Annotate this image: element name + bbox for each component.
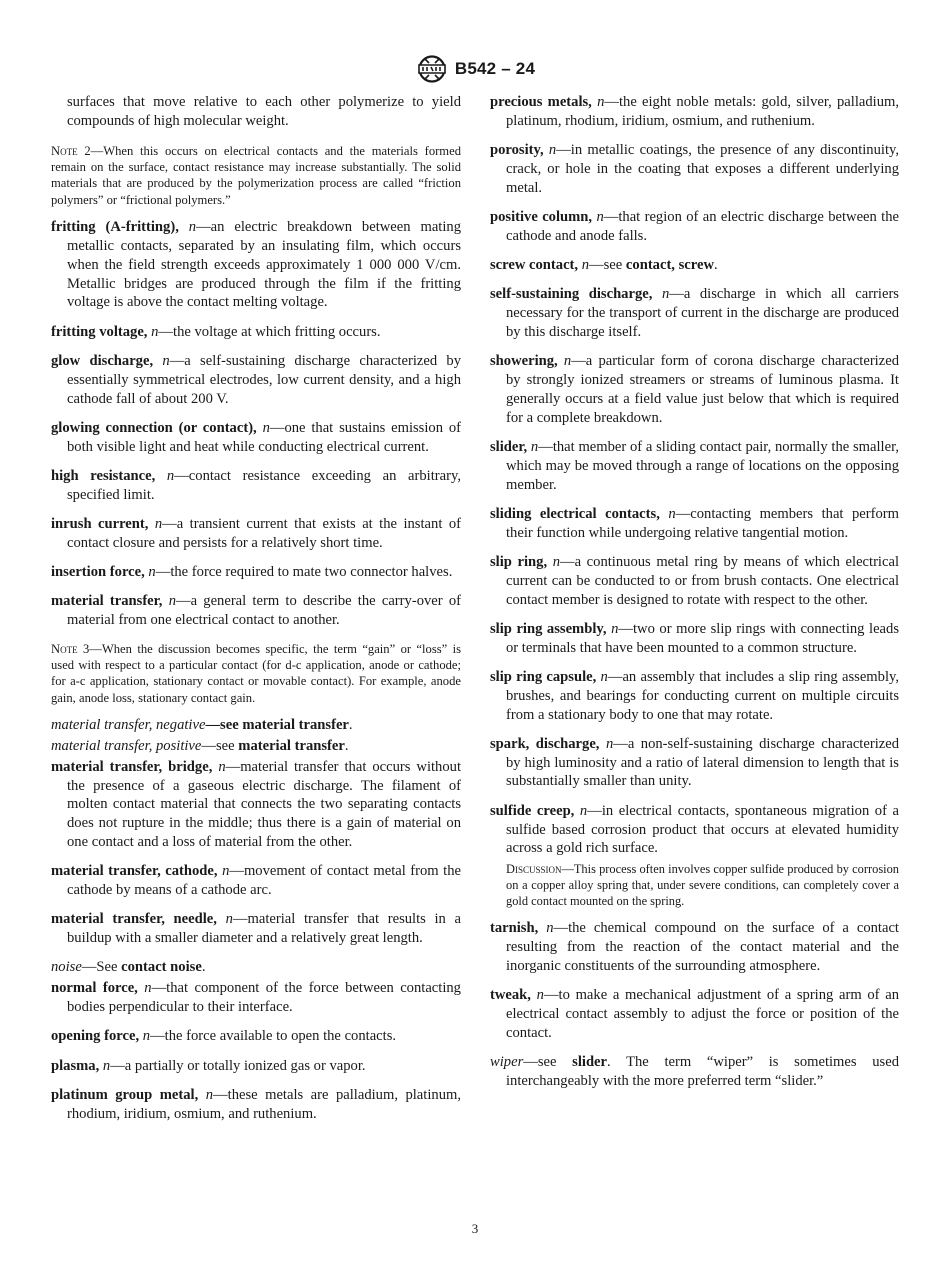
term-entry: high resistance, n—contact resistance exceeding an arbitrary, specified limit. xyxy=(51,467,461,503)
term-entry: showering, n—a particular form of corona discharge characterized by strongly ionized streamers or streams of luminous plasma. It generally occurs at a field value just below that which is required for a complete breakdown. xyxy=(490,353,899,426)
page-header xyxy=(0,54,950,84)
term-entry: slip ring capsule, n—an assembly that includes a slip ring assembly, brushes, and bearings for conducting current on multiple circuits from a stationary body to one that may rotate. xyxy=(490,668,900,723)
term-entry: glow discharge, n—a self-sustaining discharge characterized by essentially symmetrical electrodes, low current density, and a high cathode fall of about 200 V. xyxy=(51,353,461,407)
term-entry: material transfer, needle, n—material transfer that results in a buildup with a smaller diameter and a relatively great length. xyxy=(51,911,461,947)
page-number: 3 xyxy=(471,1221,479,1236)
term-entry: spark, discharge, n—a non-self-sustaining discharge characterized by high luminosity and a ratio of lateral dimension to length that is substantially smaller than unity. xyxy=(490,735,900,790)
term-entry: opening force, n—the force available to open the contacts. xyxy=(51,1028,397,1045)
term-entry: slip ring, n—a continuous metal ring by means of which electrical current can be conducted to or from brush contacts. One electrical contact member is designed to rotate with respect to the other. xyxy=(490,553,899,608)
term-entry: slip ring assembly, n—two or more slip rings with connecting leads or terminals that have been mounted to a common structure. xyxy=(490,620,899,656)
term-entry: tarnish, n—the chemical compound on the surface of a contact resulting from the reaction of the contact material and the inorganic constituents of the surrounding atmosphere. xyxy=(490,920,899,974)
term-entry: fritting voltage, n—the voltage at which fritting occurs. xyxy=(51,323,381,340)
cross-reference-entry: material transfer, positive—see material transfer. xyxy=(51,737,349,754)
cross-reference-entry: noise—See contact noise. xyxy=(51,959,206,976)
term-entry: positive column, n—that region of an electric discharge between the cathode and anode falls. xyxy=(490,208,900,244)
term-entry: plasma, n—a partially or totally ionized gas or vapor. xyxy=(51,1057,366,1074)
left-column xyxy=(51,93,461,1134)
standard-designation: B542 – 24 xyxy=(454,59,536,78)
term-entry: normal force, n—that component of the force between contacting bodies perpendicular to their interface. xyxy=(51,980,461,1016)
term-entry: slider, n—that member of a sliding contact pair, normally the smaller, which may be moved through a range of locations on the opposing member. xyxy=(490,438,899,493)
term-entry: porosity, n—in metallic coatings, the presence of any discontinuity, crack, or hole in the coating that exposes a different underlying metal. xyxy=(490,142,900,196)
term-entry: platinum group metal, n—these metals are palladium, platinum, rhodium, iridium, osmium, and ruthenium. xyxy=(51,1086,461,1122)
discussion-note: Discussion—This process often involves copper sulfide produced by corrosion on a copper alloy spring that, under severe conditions, can completely cover a gold contact mounted on the spring. xyxy=(506,861,899,908)
term-entry: insertion force, n—the force required to mate two connector halves. xyxy=(51,564,453,581)
term-entry: glowing connection (or contact), n—one that sustains emission of both visible light and heat while conducting electrical current. xyxy=(51,419,462,455)
term-entry: self-sustaining discharge, n—a discharge in which all carriers necessary for the transport of current in the discharge are produced by this discharge itself. xyxy=(490,286,899,340)
term-entry: material transfer, n—a general term to describe the carry-over of material from one electrical contact to another. xyxy=(51,593,461,629)
term-entry: inrush current, n—a transient current that exists at the instant of contact closure and persists for a relatively short time. xyxy=(51,516,461,551)
term-entry: sulfide creep, n—in electrical contacts, spontaneous migration of a sulfide based corrosion product that occurs at elevated humidity across a gold rich surface. xyxy=(490,802,900,857)
term-entry: precious metals, n—the eight noble metals: gold, silver, palladium, platinum, rhodium, iridium, osmium, and ruthenium. xyxy=(490,94,899,129)
right-column xyxy=(490,93,899,1101)
cross-reference-entry: material transfer, negative—see material transfer. xyxy=(51,717,353,734)
term-entry: screw contact, n—see contact, screw. xyxy=(490,257,718,274)
term-entry: fritting (A-fritting), n—an electric breakdown between mating metallic contacts, separated by an insulating film, which occurs when the field strength exceeds approximately 1 000 000 V/cm. Metallic bridges are produced through the film if the fritting voltage is above the contact melting voltage. xyxy=(51,219,461,311)
cross-reference-entry: wiper—see slider. The term “wiper” is sometimes used interchangeably with the more preferred term “slider.” xyxy=(490,1053,899,1089)
term-entry: material transfer, cathode, n—movement of contact metal from the cathode by means of a cathode arc. xyxy=(51,863,461,899)
term-entry: tweak, n—to make a mechanical adjustment of a spring arm of an electrical contact assembly to adjust the force or position of the contact. xyxy=(490,987,899,1041)
term-entry: material transfer, bridge, n—material transfer that occurs without the presence of a gaseous electric discharge. The filament of molten contact material that connects the two separating contacts does not rupture in the middle; thus there is a gain of material on one contact and a loss of material from the other. xyxy=(51,758,461,850)
term-entry: sliding electrical contacts, n—contacting members that perform their function while undergoing relative tangential motion. xyxy=(490,505,899,541)
continued-text: surfaces that move relative to each other polymerize to yield compounds of high molecular weight. xyxy=(67,94,461,129)
note-2: Note 2—When this occurs on electrical contacts and the materials formed remain on the surface, contact resistance may increase substantially. The solid materials that are produced by the polymerization process are called “friction polymers” or “frictional polymers.” xyxy=(51,143,461,207)
astm-logo-icon xyxy=(415,54,449,84)
note-3: Note 3—When the discussion becomes specific, the term “gain” or “loss” is used with respect to a particular contact (for d-c application, anode or cathode; for a-c application, stationary contact or movable contact). For example, anode gain, anode loss, stationary contact gain. xyxy=(51,641,461,705)
